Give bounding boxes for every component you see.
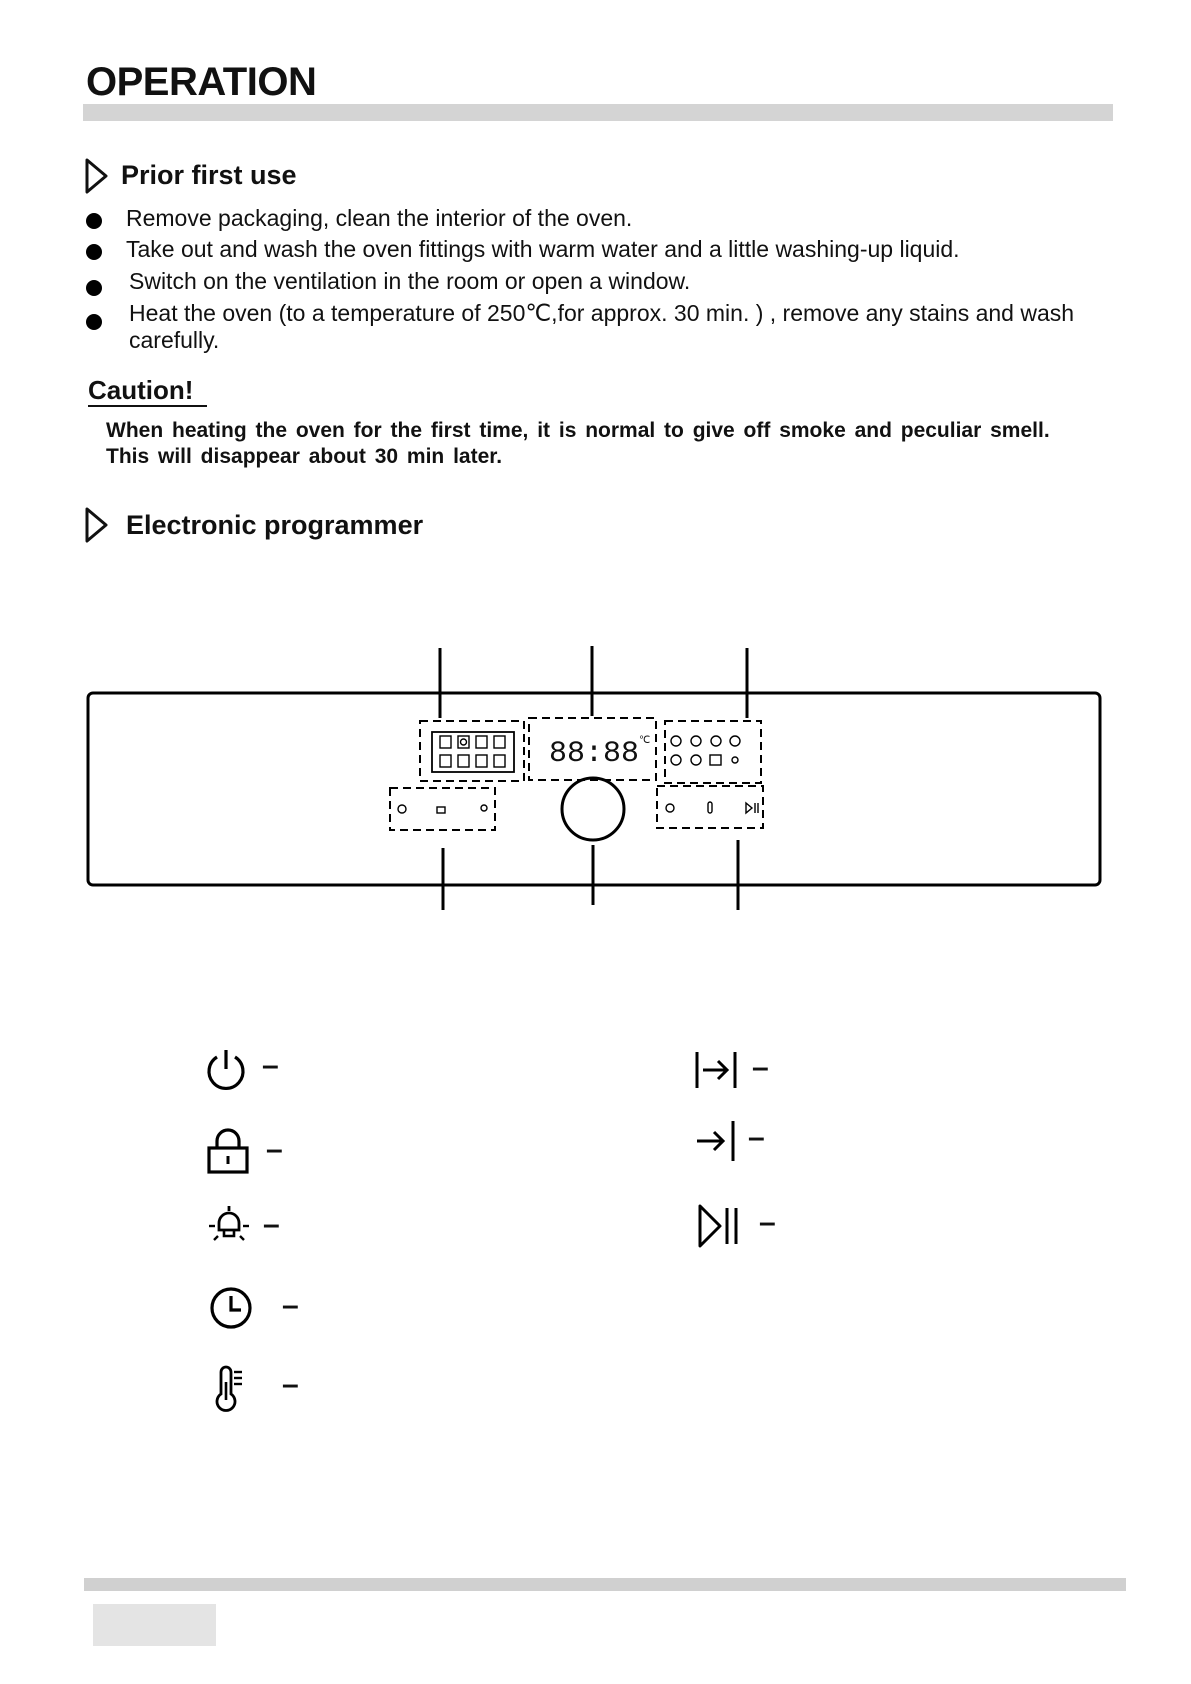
temperature-unit: ℃ xyxy=(639,735,651,746)
function-icons xyxy=(440,736,505,767)
bullet-icon xyxy=(86,213,102,229)
mode-zone xyxy=(665,721,761,783)
function-display xyxy=(432,732,514,772)
lock-icon xyxy=(205,1128,251,1174)
end-time-icon xyxy=(693,1117,741,1165)
clock-icon xyxy=(208,1285,254,1331)
duration-icon xyxy=(693,1046,741,1094)
start-pause-button-icon xyxy=(746,803,758,813)
list-item: Take out and wash the oven fittings with warm water and a little washing-up liquid. xyxy=(84,235,1124,264)
control-panel-diagram xyxy=(80,640,1110,910)
legend-dash: – xyxy=(748,1121,765,1154)
time-display-digits: 88:88 xyxy=(549,737,640,771)
mode-icons xyxy=(671,736,740,765)
bullet-icon xyxy=(86,280,102,296)
list-item: Remove packaging, clean the interior of the oven. xyxy=(84,204,1124,233)
programmer-heading: Electronic programmer xyxy=(126,510,424,540)
caution-text: When heating the oven for the first time, it is normal to give off smoke and peculiar smell. This will disappear about 30 min later. xyxy=(106,419,1050,468)
bullet-icon xyxy=(86,314,102,330)
caution-title: Caution! xyxy=(88,375,207,407)
prior-first-use-heading: Prior first use xyxy=(121,160,297,190)
legend-dash: – xyxy=(759,1206,776,1239)
power-icon xyxy=(203,1047,249,1093)
start-pause-icon xyxy=(696,1202,744,1250)
control-knob[interactable] xyxy=(562,778,624,840)
bullet-icon xyxy=(86,244,102,260)
list-item: Switch on the ventilation in the room or open a window. xyxy=(84,267,1124,296)
lamp-icon xyxy=(206,1202,252,1248)
power-button-icon xyxy=(398,805,406,813)
legend-dash: – xyxy=(752,1051,769,1084)
lock-button-icon xyxy=(437,807,445,813)
clock-button-icon xyxy=(666,804,674,812)
lamp-button-icon xyxy=(481,805,487,811)
section-arrow-icon xyxy=(84,157,110,195)
legend-dash: – xyxy=(262,1049,279,1082)
thermometer-button-icon xyxy=(708,802,712,813)
list-item: Heat the oven (to a temperature of 250℃,for approx. 30 min. ) , remove any stains and wash carefully. xyxy=(84,300,1076,354)
prior-first-use-list xyxy=(84,204,1124,354)
thermometer-icon xyxy=(211,1364,247,1412)
legend-dash: – xyxy=(266,1133,283,1166)
right-buttons-zone xyxy=(657,786,763,828)
footer-bar xyxy=(84,1578,1126,1591)
legend-dash: – xyxy=(282,1368,299,1401)
page-number-box xyxy=(93,1604,216,1646)
title-underline-bar xyxy=(83,104,1113,121)
page-title: OPERATION xyxy=(86,60,317,104)
legend-dash: – xyxy=(282,1289,299,1322)
section-arrow-icon xyxy=(84,506,110,544)
legend-dash: – xyxy=(263,1208,280,1241)
